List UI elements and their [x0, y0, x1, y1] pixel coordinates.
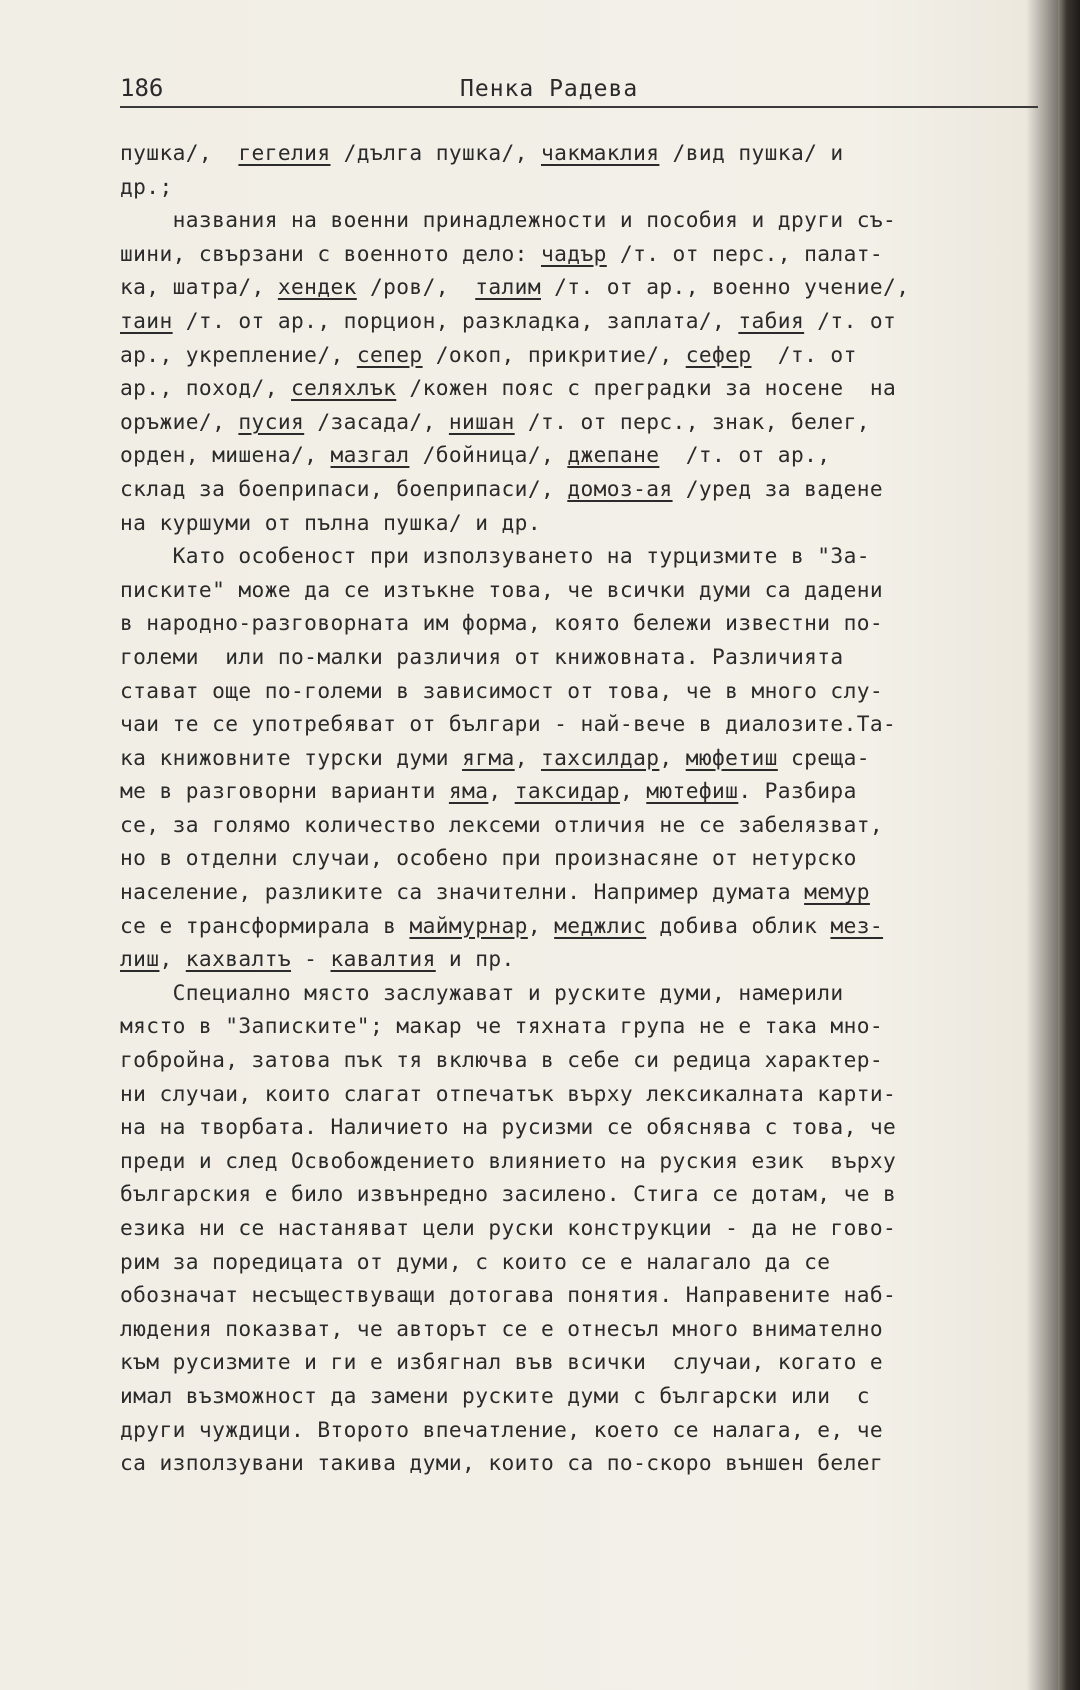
- text-segment: ,: [488, 778, 515, 804]
- underlined-term: табия: [738, 307, 805, 333]
- text-segment: писките" може да се изтъкне това, че всички думи са дадени: [120, 576, 884, 602]
- body-text: [120, 136, 1050, 1480]
- text-segment: /бойница/,: [409, 442, 568, 468]
- underlined-term: мемур: [804, 879, 870, 905]
- text-line: [120, 405, 1050, 439]
- text-line: [120, 338, 1050, 372]
- text-line: [120, 942, 1050, 976]
- text-segment: Специално място заслужават и руските думи, намерили: [120, 979, 844, 1005]
- text-segment: /вид пушка/ и: [659, 140, 844, 165]
- text-segment: към русизмите и ги е избягнал във всички случаи, когато е: [120, 1349, 884, 1375]
- underlined-term: мютефиш: [646, 778, 739, 804]
- text-segment: ар., поход/,: [120, 375, 292, 401]
- text-line: [120, 472, 1050, 506]
- text-segment: /дълга пушка/,: [330, 140, 541, 165]
- underlined-term: мазгал: [330, 442, 410, 468]
- text-segment: в народно-разговорната им форма, която бележи известни по-: [120, 610, 884, 636]
- text-line: [120, 573, 1050, 607]
- underlined-term: хендек: [277, 274, 357, 300]
- text-line: [120, 1413, 1050, 1447]
- text-segment: се е трансформирала в: [120, 912, 410, 938]
- text-segment: орден, мишена/,: [120, 442, 331, 468]
- text-segment: но в отделни случаи, особено при произнасяне от нетурско: [120, 845, 857, 871]
- text-line: [120, 1345, 1050, 1379]
- underlined-term: талим: [475, 274, 541, 300]
- text-segment: на на творбата. Наличието на русизми се обяснява с това, че: [120, 1114, 897, 1140]
- text-segment: добива облик: [646, 912, 831, 938]
- text-segment: /ров/,: [356, 274, 476, 300]
- text-segment: ме в разговорни варианти: [120, 778, 449, 804]
- underlined-term: кавалтия: [330, 946, 436, 972]
- text-line: [120, 1379, 1050, 1413]
- text-line: [120, 438, 1050, 472]
- text-segment: ,: [514, 744, 541, 770]
- underlined-term: пусия: [238, 408, 305, 434]
- text-segment: /т. от: [804, 307, 897, 333]
- underlined-term: джепане: [567, 442, 660, 468]
- text-segment: ,: [527, 912, 555, 938]
- text-segment: /окоп, прикритие/,: [422, 341, 686, 367]
- text-segment: оръжие/,: [120, 408, 239, 434]
- underlined-term: гегелия: [238, 140, 331, 165]
- underlined-term: сефер: [685, 341, 752, 367]
- text-segment: названия на военни принадлежности и пособия и други съ-: [120, 207, 897, 233]
- text-segment: ка, шатра/,: [120, 274, 278, 300]
- text-line: [120, 270, 1050, 304]
- text-segment: склад за боеприпаси, боеприпаси/,: [120, 475, 568, 501]
- text-segment: се, за голямо количество лексеми отличия не се забелязват,: [120, 811, 884, 837]
- text-segment: /т. от: [751, 341, 857, 367]
- text-line: [120, 304, 1050, 338]
- underlined-term: мюфетиш: [685, 744, 778, 770]
- text-segment: население, разликите са значителни. Например думата: [120, 879, 805, 905]
- text-line: [120, 1043, 1050, 1077]
- underlined-term: маймурнар: [409, 912, 528, 938]
- text-segment: чаи те се употребяват от българи - най-вече в диалозите.Та-: [120, 711, 897, 737]
- underlined-term: чадър: [541, 240, 607, 266]
- text-line: [120, 1144, 1050, 1178]
- text-line: [120, 1312, 1050, 1346]
- underlined-term: нишан: [448, 408, 515, 434]
- underlined-term: тахсилдар: [541, 744, 660, 770]
- text-line: [120, 707, 1050, 741]
- text-line: [120, 1446, 1050, 1480]
- text-line: [120, 1211, 1050, 1245]
- text-segment: /т. от ар.,: [659, 442, 831, 468]
- text-line: [120, 976, 1050, 1010]
- underlined-term: яма: [448, 778, 489, 804]
- text-segment: ,: [159, 946, 186, 972]
- text-segment: на куршуми от пълна пушка/ и др.: [120, 509, 541, 535]
- running-header: [120, 70, 1038, 108]
- text-line: [120, 808, 1050, 842]
- underlined-term: сепер: [356, 341, 423, 367]
- text-segment: рим за поредицата от думи, с които се е налагало да се: [120, 1248, 831, 1274]
- text-line: [120, 841, 1050, 875]
- underlined-term: лиш: [120, 946, 160, 972]
- underlined-term: селяхлък: [291, 375, 397, 401]
- text-segment: ка книжовните турски думи: [120, 744, 463, 770]
- text-segment: /т. от ар., военно учение/,: [541, 274, 910, 300]
- text-line: [120, 1110, 1050, 1144]
- text-segment: ар., укрепление/,: [120, 341, 357, 367]
- text-line: [120, 1245, 1050, 1279]
- text-line: [120, 203, 1050, 237]
- text-segment: др.;: [120, 173, 173, 199]
- text-segment: са използувани такива думи, които са по-скоро външен белег: [120, 1450, 884, 1476]
- text-line: [120, 371, 1050, 405]
- text-segment: имал възможност да замени руските думи с български или с: [120, 1382, 870, 1408]
- text-segment: Като особеност при използуването на турцизмите в "За-: [120, 543, 870, 569]
- text-line: [120, 237, 1050, 271]
- text-line: [120, 774, 1050, 808]
- text-segment: стават още по-големи в зависимост от това, че в много слу-: [120, 677, 884, 703]
- underlined-term: мез-: [830, 912, 884, 938]
- text-line: [120, 674, 1050, 708]
- text-line: [120, 640, 1050, 674]
- text-segment: /т. от перс., палат-: [606, 240, 884, 266]
- text-line: [120, 1077, 1050, 1111]
- text-segment: /засада/,: [304, 408, 449, 434]
- underlined-term: чакмаклия: [541, 140, 660, 165]
- text-segment: /кожен пояс с преградки за носене на: [396, 375, 897, 401]
- text-segment: ни случаи, които слагат отпечатък върху лексикалната карти-: [120, 1080, 897, 1106]
- underlined-term: домоз-ая: [567, 475, 673, 501]
- underlined-term: таин: [120, 307, 173, 333]
- text-segment: и пр.: [435, 946, 515, 972]
- text-segment: ,: [659, 744, 686, 770]
- text-segment: място в "Записките"; макар че тяхната група не е така мно-: [120, 1013, 884, 1039]
- text-line: [120, 606, 1050, 640]
- text-segment: големи или по-малки различия от книжовната. Различията: [120, 643, 844, 669]
- text-segment: българския е било извънредно засилено. Стига се дотам, че в: [120, 1181, 897, 1207]
- text-segment: шини, свързани с военното дело:: [120, 240, 541, 266]
- text-line: [120, 506, 1050, 540]
- text-line: [120, 909, 1050, 943]
- text-line: [120, 741, 1050, 775]
- text-line: [120, 1009, 1050, 1043]
- text-segment: /уред за вадене: [672, 475, 884, 501]
- text-line: [120, 1177, 1050, 1211]
- text-line: [120, 170, 1050, 204]
- underlined-term: таксидар: [514, 778, 620, 804]
- text-segment: . Разбира: [738, 778, 857, 804]
- text-segment: ,: [619, 778, 647, 804]
- underlined-term: кахвалтъ: [185, 946, 292, 972]
- text-segment: обозначат несъществуващи дотогава понятия. Направените наб-: [120, 1282, 897, 1308]
- text-segment: /т. от перс., знак, белег,: [514, 408, 870, 434]
- page-number: 186: [120, 74, 164, 102]
- text-line: [120, 875, 1050, 909]
- text-segment: людения показват, че авторът се е отнесъл много внимателно: [120, 1315, 884, 1341]
- text-line: [120, 1278, 1050, 1312]
- underlined-term: ягма: [462, 744, 515, 770]
- text-segment: гобройна, затова пък тя включва в себе си редица характер-: [120, 1047, 884, 1073]
- book-spine-shadow: [1058, 0, 1080, 1690]
- text-segment: други чуждици. Второто впечатление, което се налага, е, че: [120, 1416, 884, 1442]
- text-line: [120, 539, 1050, 573]
- text-segment: преди и след Освобождението влиянието на руския език върху: [120, 1147, 897, 1173]
- text-segment: пушка/,: [120, 140, 239, 165]
- text-segment: среща-: [777, 744, 870, 770]
- text-segment: езика ни се настаняват цели руски конструкции - да не гово-: [120, 1215, 897, 1240]
- text-segment: /т. от ар., порцион, разкладка, заплата/,: [172, 307, 739, 333]
- text-line: [120, 136, 1050, 170]
- text-segment: -: [291, 946, 331, 972]
- running-head-author: Пенка Радева: [460, 76, 639, 102]
- underlined-term: меджлис: [554, 912, 647, 938]
